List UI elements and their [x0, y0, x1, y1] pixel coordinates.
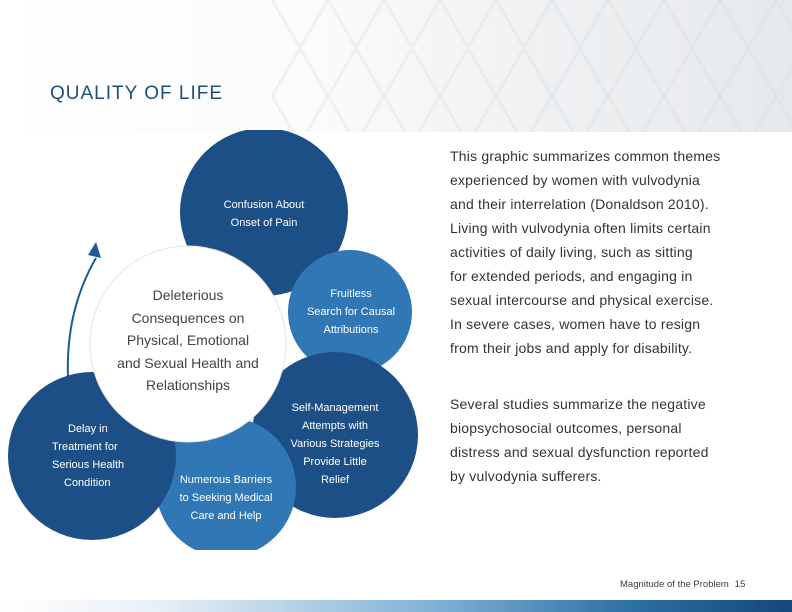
- circle-right-lower-line: Provide Little: [303, 456, 367, 468]
- circle-bottom-line: Numerous Barriers: [179, 474, 273, 486]
- circle-left-line: Treatment for: [52, 441, 118, 453]
- circle-bottom-line: to Seeking Medical: [179, 492, 273, 504]
- bottom-accent-bar: [0, 600, 792, 612]
- paragraph-line: sexual intercourse and physical exercise.: [450, 292, 714, 308]
- paragraph-line: In severe cases, women have to resign: [450, 316, 701, 332]
- paragraph-line: from their jobs and apply for disability.: [450, 340, 693, 356]
- circle-center-line: and Sexual Health and: [117, 354, 259, 371]
- circle-center-line: Deleterious: [152, 287, 224, 303]
- circle-right-upper-line: Attributions: [323, 324, 379, 336]
- footer-section-label: Magnitude of the Problem: [620, 579, 729, 590]
- circle-center-line: Relationships: [145, 377, 231, 393]
- circle-top-line: Confusion About: [223, 199, 305, 211]
- paragraph-line: Several studies summarize the negative: [450, 396, 706, 412]
- circle-right-upper-line: Fruitless: [330, 288, 372, 300]
- circle-top-text: [204, 196, 324, 232]
- circle-bottom-text: [168, 471, 284, 525]
- paragraph-line: distress and sexual dysfunction reported: [450, 444, 709, 460]
- circle-right-lower-line: Attempts with: [301, 420, 369, 432]
- cycle-arrowhead: [88, 242, 101, 258]
- paragraph-line: for extended periods, and engaging in: [450, 268, 693, 284]
- circle-top-line: Onset of Pain: [230, 217, 298, 229]
- circle-right-lower-line: Self-Management: [291, 402, 379, 414]
- circle-left-line: Condition: [64, 477, 111, 489]
- paragraph-line: activities of daily living, such as sitting: [450, 244, 693, 260]
- header-pattern: [272, 0, 792, 132]
- circle-right-lower-line: Various Strategies: [290, 438, 380, 450]
- paragraph-line: experienced by women with vulvodynia: [450, 172, 700, 188]
- circle-right-upper-line: Search for Causal: [306, 306, 396, 318]
- circle-left-text: [44, 420, 136, 492]
- circle-center-text: [94, 284, 282, 397]
- circle-right-upper-text: [296, 285, 406, 339]
- paragraph-line: This graphic summarizes common themes: [450, 148, 721, 164]
- paragraph-line: Living with vulvodynia often limits certain: [450, 220, 711, 236]
- paragraph-line: by vulvodynia sufferers.: [450, 468, 602, 484]
- page-number: 15: [734, 579, 746, 590]
- footer: [620, 579, 745, 590]
- circle-center-line: Physical, Emotional: [126, 332, 250, 348]
- circle-bottom-line: Care and Help: [190, 510, 262, 522]
- page-title: QUALITY OF LIFE: [50, 83, 224, 104]
- circle-right-lower-text: [276, 399, 394, 489]
- outcomes-paragraph: [450, 392, 770, 488]
- circle-left-line: Delay in: [68, 423, 108, 435]
- circle-right-lower-line: Relief: [320, 474, 350, 486]
- paragraph-line: biopsychosocial outcomes, personal: [450, 420, 682, 436]
- circle-left-line: Serious Health: [52, 459, 125, 471]
- quality-of-life-diagram: [0, 130, 440, 550]
- intro-paragraph: [450, 144, 770, 360]
- paragraph-line: and their interrelation (Donaldson 2010).: [450, 196, 709, 212]
- circle-center-line: Consequences on: [131, 309, 245, 326]
